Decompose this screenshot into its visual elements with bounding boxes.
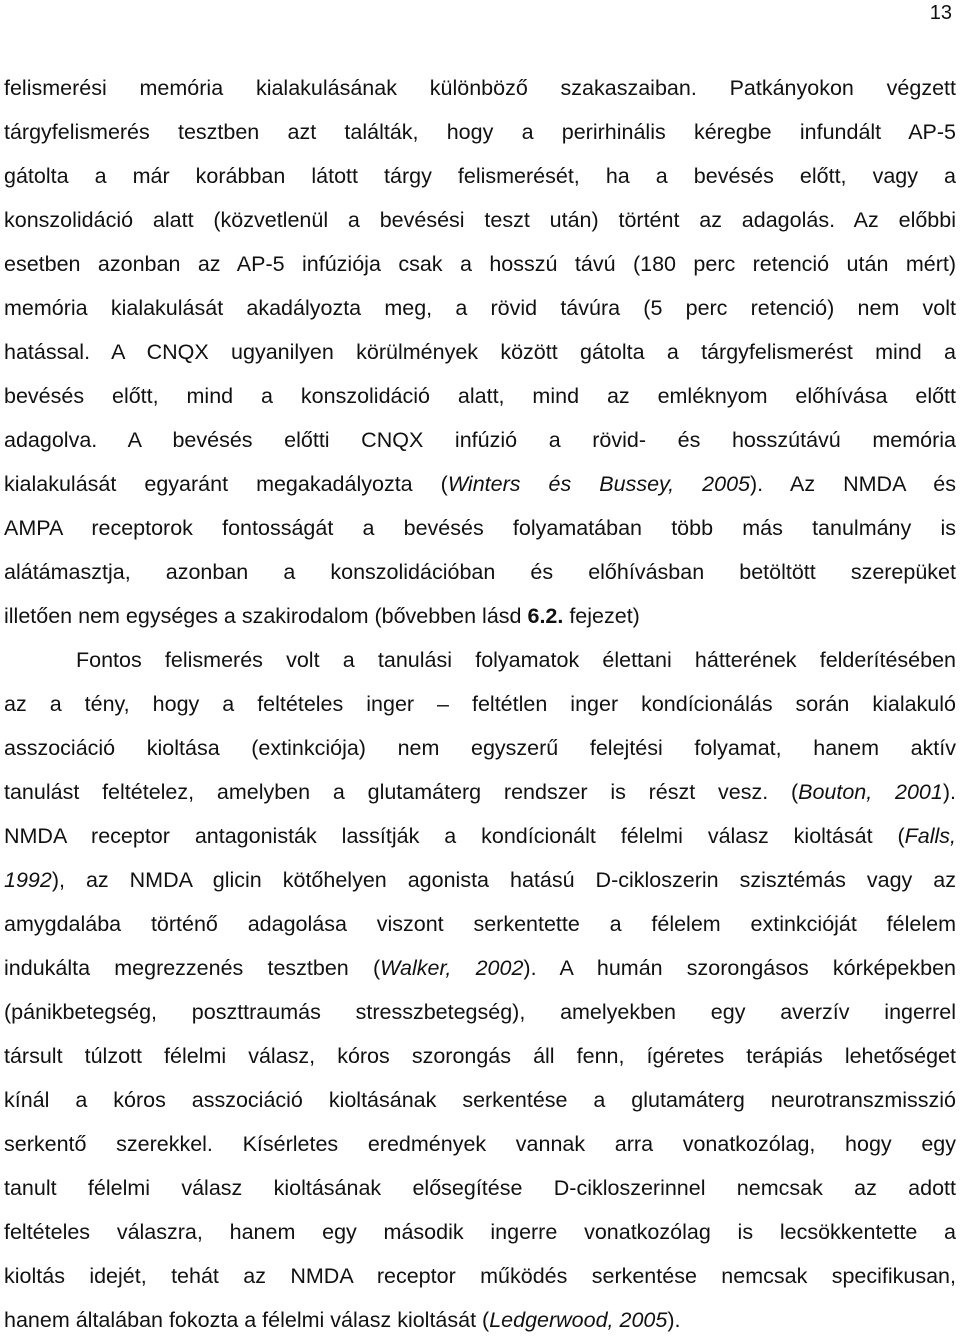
text-line (4, 770, 956, 814)
text-line (4, 1034, 956, 1078)
text-line (4, 286, 956, 330)
text-segment: ). (667, 1308, 681, 1332)
text-line (4, 990, 956, 1034)
text-line (4, 462, 956, 506)
text-segment: társult túlzott félelmi válasz, kóros szorongás áll fenn, ígéretes terápiás lehetőséget (4, 1044, 956, 1068)
text-segment: hatással. A CNQX ugyanilyen körülmények között gátolta a tárgyfelismerést mind a (4, 340, 956, 364)
text-line (4, 550, 956, 594)
text-segment: gátolta a már korábban látott tárgy felismerését, ha a bevésés előtt, vagy a (4, 164, 956, 188)
text-line (4, 242, 956, 286)
text-segment: tárgyfelismerés tesztben azt találták, hogy a perirhinális kéregbe infundált AP-5 (4, 120, 956, 144)
text-line (4, 154, 956, 198)
text-segment: kínál a kóros asszociáció kioltásának serkentése a glutamáterg neurotranszmisszió (4, 1088, 956, 1112)
text-line (4, 374, 956, 418)
text-segment: az a tény, hogy a feltételes inger – feltétlen inger kondícionálás során kialakuló (4, 692, 956, 716)
text-line (4, 1078, 956, 1122)
text-line (4, 1210, 956, 1254)
text-segment: (pánikbetegség, poszttraumás stresszbetegség), amelyekben egy averzív ingerrel (4, 1000, 956, 1024)
citation-text: Falls, (904, 824, 956, 848)
citation-text: 1992 (4, 868, 52, 892)
text-line (4, 1254, 956, 1298)
text-segment: hanem általában fokozta a félelmi válasz kioltását ( (4, 1308, 490, 1332)
text-segment: Fontos felismerés volt a tanulási folyamatok élettani hátterének felderítésében (76, 648, 956, 672)
citation-text: Winters és Bussey, 2005 (447, 472, 751, 496)
text-line (4, 418, 956, 462)
text-segment: ), az NMDA glicin kötőhelyen agonista hatású D-cikloszerin szisztémás vagy az (51, 868, 956, 892)
text-line (4, 110, 956, 154)
citation-text: Walker, 2002 (380, 956, 524, 980)
text-segment: asszociáció kioltása (extinkciója) nem egyszerű felejtési folyamat, hanem aktív (4, 736, 956, 760)
text-line (4, 1166, 956, 1210)
text-line (4, 594, 956, 638)
bold-reference: 6.2. (527, 604, 564, 628)
text-line (4, 814, 956, 858)
text-segment: feltételes válaszra, hanem egy második ingerre vonatkozólag is lecsökkentette a (4, 1220, 956, 1244)
text-line (4, 638, 956, 682)
text-line (4, 66, 956, 110)
text-segment: felismerési memória kialakulásának különböző szakaszaiban. Patkányokon végzett (4, 76, 956, 100)
text-segment: esetben azonban az AP-5 infúziója csak a hosszú távú (180 perc retenció után mért) (4, 252, 956, 276)
text-segment: adagolva. A bevésés előtti CNQX infúzió a rövid- és hosszútávú memória (4, 428, 956, 452)
text-segment: ). Az NMDA és (750, 472, 956, 496)
text-segment: konszolidáció alatt (közvetlenül a bevésési teszt után) történt az adagolás. Az előbbi (4, 208, 956, 232)
text-segment: serkentő szerekkel. Kísérletes eredmények vannak arra vonatkozólag, hogy egy (4, 1132, 956, 1156)
text-segment: indukálta megrezzenés tesztben ( (4, 956, 381, 980)
page-number: 13 (929, 2, 952, 24)
text-segment: bevésés előtt, mind a konszolidáció alatt, mind az emléknyom előhívása előtt (4, 384, 956, 408)
text-line (4, 682, 956, 726)
text-segment: memória kialakulását akadályozta meg, a rövid távúra (5 perc retenció) nem volt (4, 296, 956, 320)
text-line (4, 858, 956, 902)
text-segment: fejezet) (563, 604, 640, 628)
citation-text: Ledgerwood, 2005 (489, 1308, 668, 1332)
text-segment: tanult félelmi válasz kioltásának elősegítése D-cikloszerinnel nemcsak az adott (4, 1176, 956, 1200)
text-line (4, 1298, 956, 1342)
text-segment: ). A humán szorongásos kórképekben (523, 956, 956, 980)
citation-text: Bouton, 2001 (798, 780, 943, 804)
text-line (4, 1122, 956, 1166)
text-line (4, 330, 956, 374)
text-segment: kioltás idejét, tehát az NMDA receptor működés serkentése nemcsak specifikusan, (4, 1264, 956, 1288)
text-segment: amygdalába történő adagolása viszont serkentette a félelem extinkcióját félelem (4, 912, 956, 936)
text-segment: ). (942, 780, 956, 804)
text-segment: AMPA receptorok fontosságát a bevésés folyamatában több más tanulmány is (4, 516, 956, 540)
text-line (4, 946, 956, 990)
text-segment: tanulást feltételez, amelyben a glutamáterg rendszer is részt vesz. ( (4, 780, 799, 804)
text-segment: illetően nem egységes a szakirodalom (bővebben lásd (4, 604, 528, 628)
text-line (4, 198, 956, 242)
text-line (4, 726, 956, 770)
body-text (4, 66, 956, 1342)
text-line (4, 902, 956, 946)
text-segment: NMDA receptor antagonisták lassítják a kondícionált félelmi válasz kioltását ( (4, 824, 905, 848)
text-segment: alátámasztja, azonban a konszolidációban és előhívásban betöltött szerepüket (4, 560, 956, 584)
text-line (4, 506, 956, 550)
text-segment: kialakulását egyaránt megakadályozta ( (4, 472, 448, 496)
